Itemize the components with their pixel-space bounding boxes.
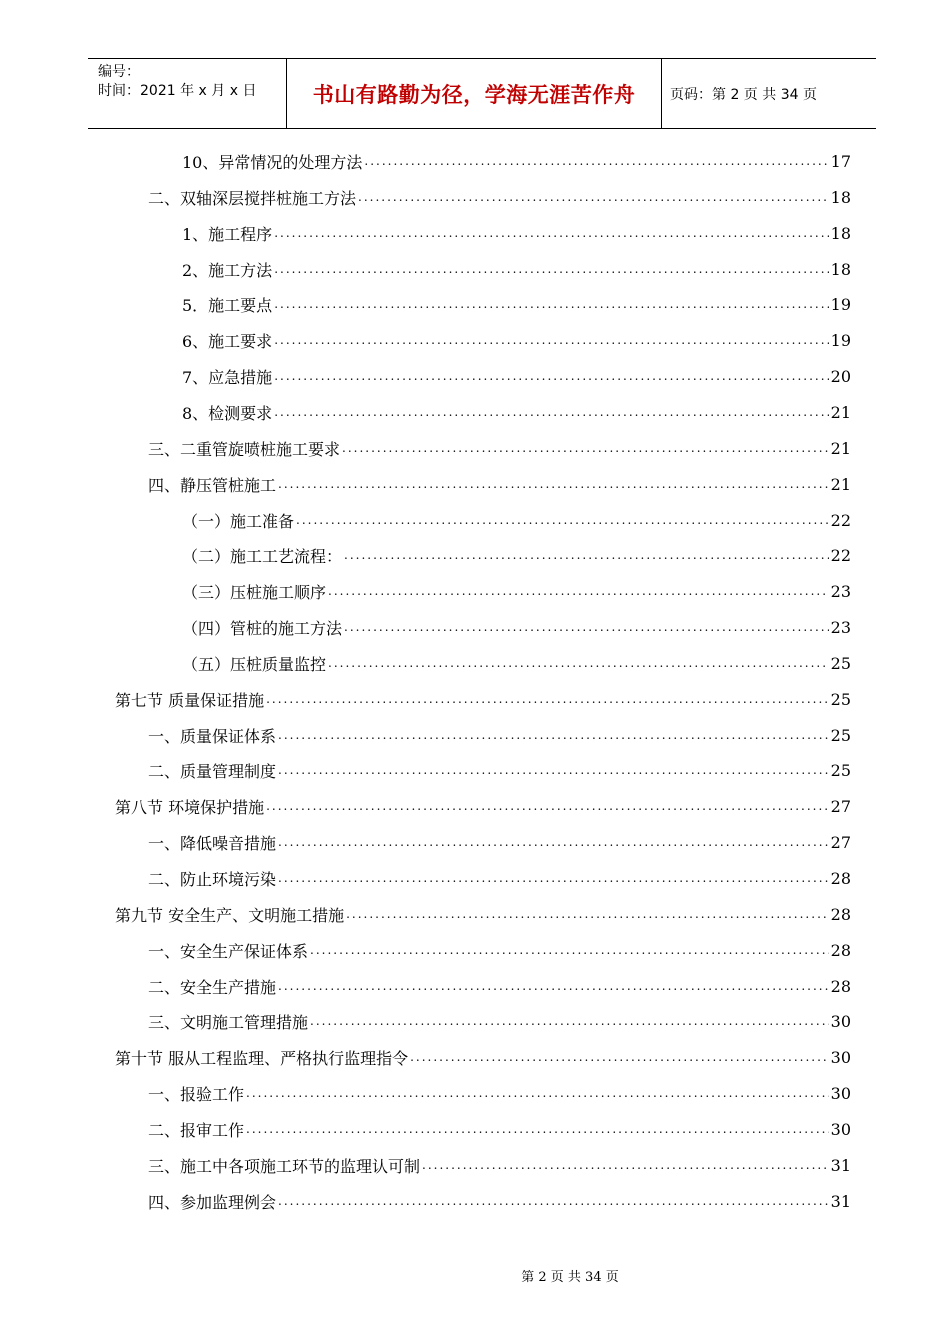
toc-leader-dots (310, 938, 829, 962)
toc-entry[interactable] (115, 1045, 851, 1069)
toc-entry-title: 1、施工程序 (182, 224, 273, 244)
toc-entry-page: 31 (830, 1155, 851, 1175)
toc-entry-page: 18 (830, 187, 851, 207)
toc-leader-dots (266, 794, 829, 818)
toc-entry-title: （一）施工准备 (182, 511, 295, 531)
toc-entry[interactable] (182, 543, 851, 567)
toc-entry[interactable] (115, 794, 851, 818)
toc-leader-dots (278, 866, 829, 890)
toc-entry-title: 四、参加监理例会 (148, 1192, 277, 1212)
toc-entry-page: 30 (830, 1083, 851, 1103)
toc-entry[interactable] (182, 400, 851, 424)
toc-leader-dots (278, 830, 829, 854)
toc-entry-page: 30 (830, 1047, 851, 1067)
toc-entry-title: 三、施工中各项施工环节的监理认可制 (148, 1156, 421, 1176)
toc-entry[interactable] (148, 1117, 851, 1141)
toc-entry[interactable] (182, 651, 851, 675)
toc-entry-title: 8、检测要求 (182, 403, 273, 423)
toc-entry[interactable] (148, 758, 851, 782)
toc-entry-page: 19 (830, 294, 851, 314)
toc-entry[interactable] (148, 866, 851, 890)
toc-leader-dots (278, 472, 829, 496)
toc-entry-page: 25 (830, 725, 851, 745)
toc-leader-dots (274, 257, 828, 281)
toc-entry[interactable] (182, 257, 851, 281)
toc-leader-dots (310, 1009, 829, 1033)
toc-entry[interactable] (115, 687, 851, 711)
toc-entry-title: （五）压桩质量监控 (182, 654, 327, 674)
toc-entry[interactable] (182, 579, 851, 603)
toc-entry-page: 28 (830, 868, 851, 888)
toc-leader-dots (358, 185, 829, 209)
toc-leader-dots (422, 1153, 829, 1177)
toc-entry-page: 22 (830, 510, 851, 530)
toc-entry-title: 二、质量管理制度 (148, 761, 277, 781)
toc-entry-title: 10、异常情况的处理方法 (182, 152, 363, 172)
document-number-label: 编号： (98, 64, 140, 80)
toc-entry-page: 20 (830, 366, 851, 386)
page-header (88, 58, 876, 129)
toc-entry-page: 25 (830, 653, 851, 673)
toc-leader-dots (296, 508, 829, 532)
document-date: 时间：2021 年 x 月 x 日 (98, 83, 257, 99)
toc-leader-dots (278, 1189, 829, 1213)
toc-entry-page: 19 (830, 330, 851, 350)
toc-entry-page: 30 (830, 1119, 851, 1139)
toc-entry-page: 25 (830, 689, 851, 709)
toc-entry[interactable] (182, 149, 851, 173)
toc-entry-page: 22 (830, 545, 851, 565)
toc-entry[interactable] (148, 436, 851, 460)
toc-leader-dots (266, 687, 829, 711)
toc-leader-dots (328, 579, 829, 603)
toc-leader-dots (410, 1045, 829, 1069)
toc-entry[interactable] (182, 615, 851, 639)
toc-entry-title: 第八节 环境保护措施 (115, 797, 265, 817)
toc-leader-dots (274, 364, 828, 388)
toc-leader-dots (274, 328, 828, 352)
toc-entry-title: 第七节 质量保证措施 (115, 690, 265, 710)
toc-entry-title: 二、报审工作 (148, 1120, 245, 1140)
header-page-label: 页码：第 2 页 共 34 页 (670, 86, 817, 103)
toc-entry[interactable] (182, 364, 851, 388)
toc-entry-page: 21 (830, 474, 851, 494)
toc-entry[interactable] (148, 185, 851, 209)
toc-entry[interactable] (148, 830, 851, 854)
toc-entry-title: （四）管桩的施工方法 (182, 618, 343, 638)
toc-entry[interactable] (182, 221, 851, 245)
toc-entry-title: 5．施工要点 (182, 295, 273, 315)
toc-entry-page: 28 (830, 976, 851, 996)
toc-leader-dots (278, 974, 829, 998)
toc-entry-title: 第十节 服从工程监理、严格执行监理指令 (115, 1048, 409, 1068)
toc-entry-page: 27 (830, 832, 851, 852)
toc-entry-title: 7、应急措施 (182, 367, 273, 387)
toc-entry-title: 二、双轴深层搅拌桩施工方法 (148, 188, 357, 208)
toc-entry-title: 6、施工要求 (182, 331, 273, 351)
toc-entry-title: 一、降低噪音措施 (148, 833, 277, 853)
toc-entry-page: 21 (830, 402, 851, 422)
toc-entry-page: 17 (830, 151, 851, 171)
toc-entry-page: 18 (830, 259, 851, 279)
toc-entry-title: 二、安全生产措施 (148, 977, 277, 997)
toc-entry[interactable] (148, 1009, 851, 1033)
toc-entry-page: 27 (830, 796, 851, 816)
toc-leader-dots (344, 543, 829, 567)
header-motto: 书山有路勤为径，学海无涯苦作舟 (287, 59, 662, 128)
toc-entry-page: 23 (830, 581, 851, 601)
toc-leader-dots (278, 758, 829, 782)
toc-leader-dots (274, 221, 828, 245)
toc-entry-title: 第九节 安全生产、文明施工措施 (115, 905, 345, 925)
toc-entry[interactable] (182, 508, 851, 532)
toc-entry[interactable] (182, 292, 851, 316)
toc-leader-dots (274, 400, 828, 424)
toc-entry[interactable] (148, 1081, 851, 1105)
page-footer: 第 2 页 共 34 页 (521, 1270, 619, 1285)
toc-entry-title: 三、文明施工管理措施 (148, 1012, 309, 1032)
toc-entry-title: 四、静压管桩施工 (148, 475, 277, 495)
toc-leader-dots (342, 436, 829, 460)
toc-entry-title: 一、质量保证体系 (148, 726, 277, 746)
toc-entry-page: 28 (830, 940, 851, 960)
toc-entry[interactable] (148, 1189, 851, 1213)
toc-entry-title: （二）施工工艺流程： (182, 546, 343, 566)
toc-entry[interactable] (148, 974, 851, 998)
toc-entry-title: 三、二重管旋喷桩施工要求 (148, 439, 341, 459)
toc-entry-page: 21 (830, 438, 851, 458)
toc-entry-title: 一、报验工作 (148, 1084, 245, 1104)
toc-entry[interactable] (148, 938, 851, 962)
toc-entry[interactable] (148, 472, 851, 496)
header-meta (88, 59, 287, 128)
toc-entry-title: （三）压桩施工顺序 (182, 582, 327, 602)
toc-leader-dots (274, 292, 828, 316)
toc-leader-dots (246, 1081, 829, 1105)
toc-entry-title: 2、施工方法 (182, 260, 273, 280)
toc-entry-title: 二、防止环境污染 (148, 869, 277, 889)
toc-leader-dots (364, 149, 828, 173)
toc-leader-dots (328, 651, 829, 675)
toc-entry[interactable] (148, 1153, 851, 1177)
toc-entry-page: 18 (830, 223, 851, 243)
toc-leader-dots (246, 1117, 829, 1141)
toc-entry-page: 23 (830, 617, 851, 637)
toc-entry[interactable] (115, 902, 851, 926)
toc-entry-page: 30 (830, 1011, 851, 1031)
toc-entry-page: 28 (830, 904, 851, 924)
toc-entry-page: 31 (830, 1191, 851, 1211)
toc-leader-dots (278, 723, 829, 747)
toc-entry-title: 一、安全生产保证体系 (148, 941, 309, 961)
toc-entry[interactable] (148, 723, 851, 747)
toc-entry[interactable] (182, 328, 851, 352)
toc-entry-page: 25 (830, 760, 851, 780)
toc-leader-dots (344, 615, 829, 639)
toc-leader-dots (346, 902, 829, 926)
